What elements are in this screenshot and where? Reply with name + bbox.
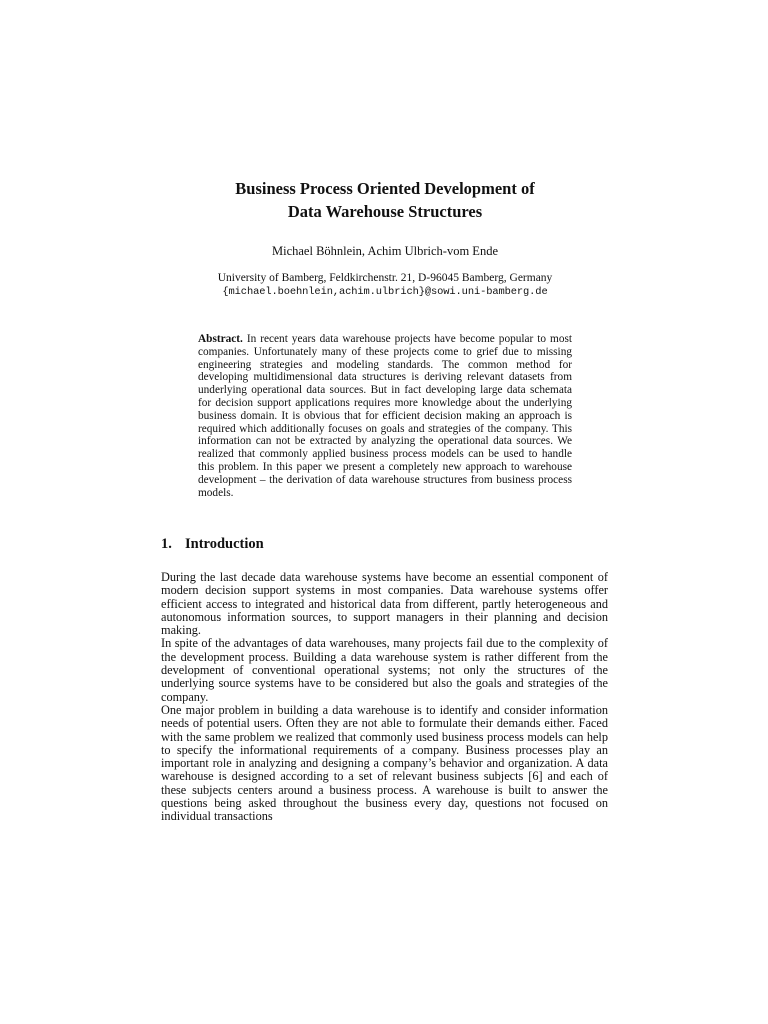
- paper-authors: Michael Böhnlein, Achim Ulbrich-vom Ende: [272, 244, 498, 258]
- paper-title-line-2: Data Warehouse Structures: [287, 202, 483, 221]
- section-title: Introduction: [185, 536, 264, 552]
- abstract-label: Abstract.: [198, 333, 243, 345]
- paper-title-line-1: Business Process Oriented Development of: [235, 179, 535, 198]
- introduction-body: [161, 571, 608, 824]
- introduction-paragraph-3: One major problem in building a data warehouse is to identify and consider information needs of potential users. Often they are not able to formulate their demands either. Faced with the same problem we realized that commonly used business process models can help to specify the informational requirements of a company. Business processes play an important role in analyzing and designing a company’s behavior and organization. A data warehouse is designed according to a set of relevant business subjects [6] and each of these subjects centers around a business process. A warehouse is built to answer the questions being asked throughout the business every day, questions not focused on individual transactions: [161, 702, 608, 824]
- abstract-text: In recent years data warehouse projects have become popular to most companies. Unfortunately many of these projects come to grief due to missing engineering strategies and modeling standards. The common method for developing multidimensional data structures is deriving relevant datasets from underlying operational data sources. But in fact developing large data schemata for decision support applications requires more knowledge about the underlying business domain. It is obvious that for efficient decision making an approach is required which additionally focuses on goals and strategies of the company. This information can not be extracted by analyzing the operational data sources. We realized that commonly applied business process models can be used to handle this problem. In this paper we present a completely new approach to warehouse development – the derivation of data warehouse structures from business process models.: [198, 333, 572, 499]
- section-heading-introduction: [161, 536, 264, 553]
- introduction-paragraph-1: During the last decade data warehouse systems have become an essential component of modern decision support systems in most companies. Data warehouse systems offer efficient access to integrated and historical data from different, partly heterogeneous and autonomous information sources, to support managers in their planning and decision making.: [161, 570, 608, 638]
- paper-email: {michael.boehnlein,achim.ulbrich}@sowi.uni-bamberg.de: [222, 286, 548, 298]
- paper-affiliation: University of Bamberg, Feldkirchenstr. 21, D-96045 Bamberg, Germany: [217, 272, 553, 284]
- abstract-block: [198, 333, 572, 499]
- introduction-paragraph-2: In spite of the advantages of data warehouses, many projects fail due to the complexity of the development process. Building a data warehouse system is rather different from the development of conventional operational systems; not only the structures of the underlying source systems have to be considered but also the goals and strategies of the company.: [161, 636, 608, 704]
- section-number: 1.: [161, 536, 172, 552]
